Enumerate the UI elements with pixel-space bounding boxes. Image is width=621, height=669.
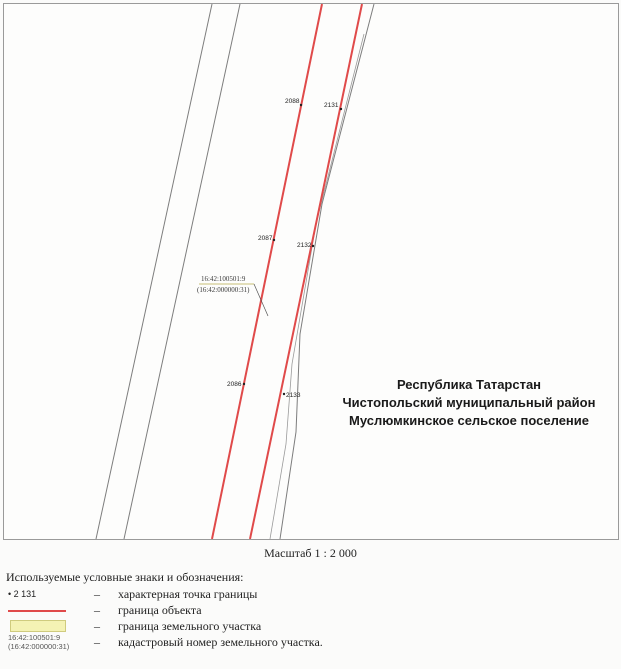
svg-text:16:42:100501:9: 16:42:100501:9 [201,275,246,283]
legend-dash: – [94,603,100,617]
legend-title: Используемые условные знаки и обозначения: [6,570,244,584]
legend-row-parcel-boundary [6,619,606,635]
svg-text:2131: 2131 [324,102,339,109]
legend-text-point: характерная точка границы [118,587,258,601]
legend-dash: – [94,619,100,633]
svg-text:2133: 2133 [286,392,301,399]
cadastral-number-label[interactable] [197,275,268,316]
legend-symbol-red-line [6,603,78,619]
legend-symbol-cadastral [6,635,78,651]
region-line-settlement: Муслюмкинское сельское поселение [349,413,589,428]
legend-dash: – [94,587,100,601]
legend-dash: – [94,635,100,649]
region-line-republic: Республика Татарстан [396,377,542,392]
legend-text-cadastral: кадастровый номер земельного участка. [118,635,323,649]
svg-text:2087: 2087 [258,235,273,242]
parcel-boundary-right-outer [280,4,374,539]
map-canvas [4,4,618,539]
boundary-point-2088[interactable] [285,98,302,106]
legend-row-cadastral [6,635,606,651]
region-caption [334,376,604,430]
svg-text:(16:42:000000:31): (16:42:000000:31) [197,286,250,294]
map-scale: Масштаб 1 : 2 000 [264,546,357,560]
cadastral-symbol-line1: 16:42:100501:9 [8,633,61,642]
legend-text-object-boundary: граница объекта [118,603,202,617]
parcel-boundary-left-inner [124,4,240,539]
boundary-point-2133[interactable] [283,392,301,399]
legend-text-parcel-boundary: граница земельного участка [118,619,262,633]
svg-text:2132: 2132 [297,242,312,249]
cadastral-symbol-line2: (16:42:000000:31) [8,642,70,651]
svg-text:2088: 2088 [285,98,300,105]
svg-text:2086: 2086 [227,381,242,388]
legend-row-point [6,587,606,603]
legend-symbol-point [6,587,78,603]
legend-row-object-boundary [6,603,606,619]
parcel-boundary-right-inner [270,34,364,539]
boundary-point-symbol: • 2 131 [8,589,37,599]
region-line-district: Чистопольский муниципальный район [342,395,596,410]
yellow-box-icon [10,620,66,632]
map-frame [3,3,619,540]
parcel-boundary-left-outer [96,4,212,539]
red-line-icon [8,610,66,612]
